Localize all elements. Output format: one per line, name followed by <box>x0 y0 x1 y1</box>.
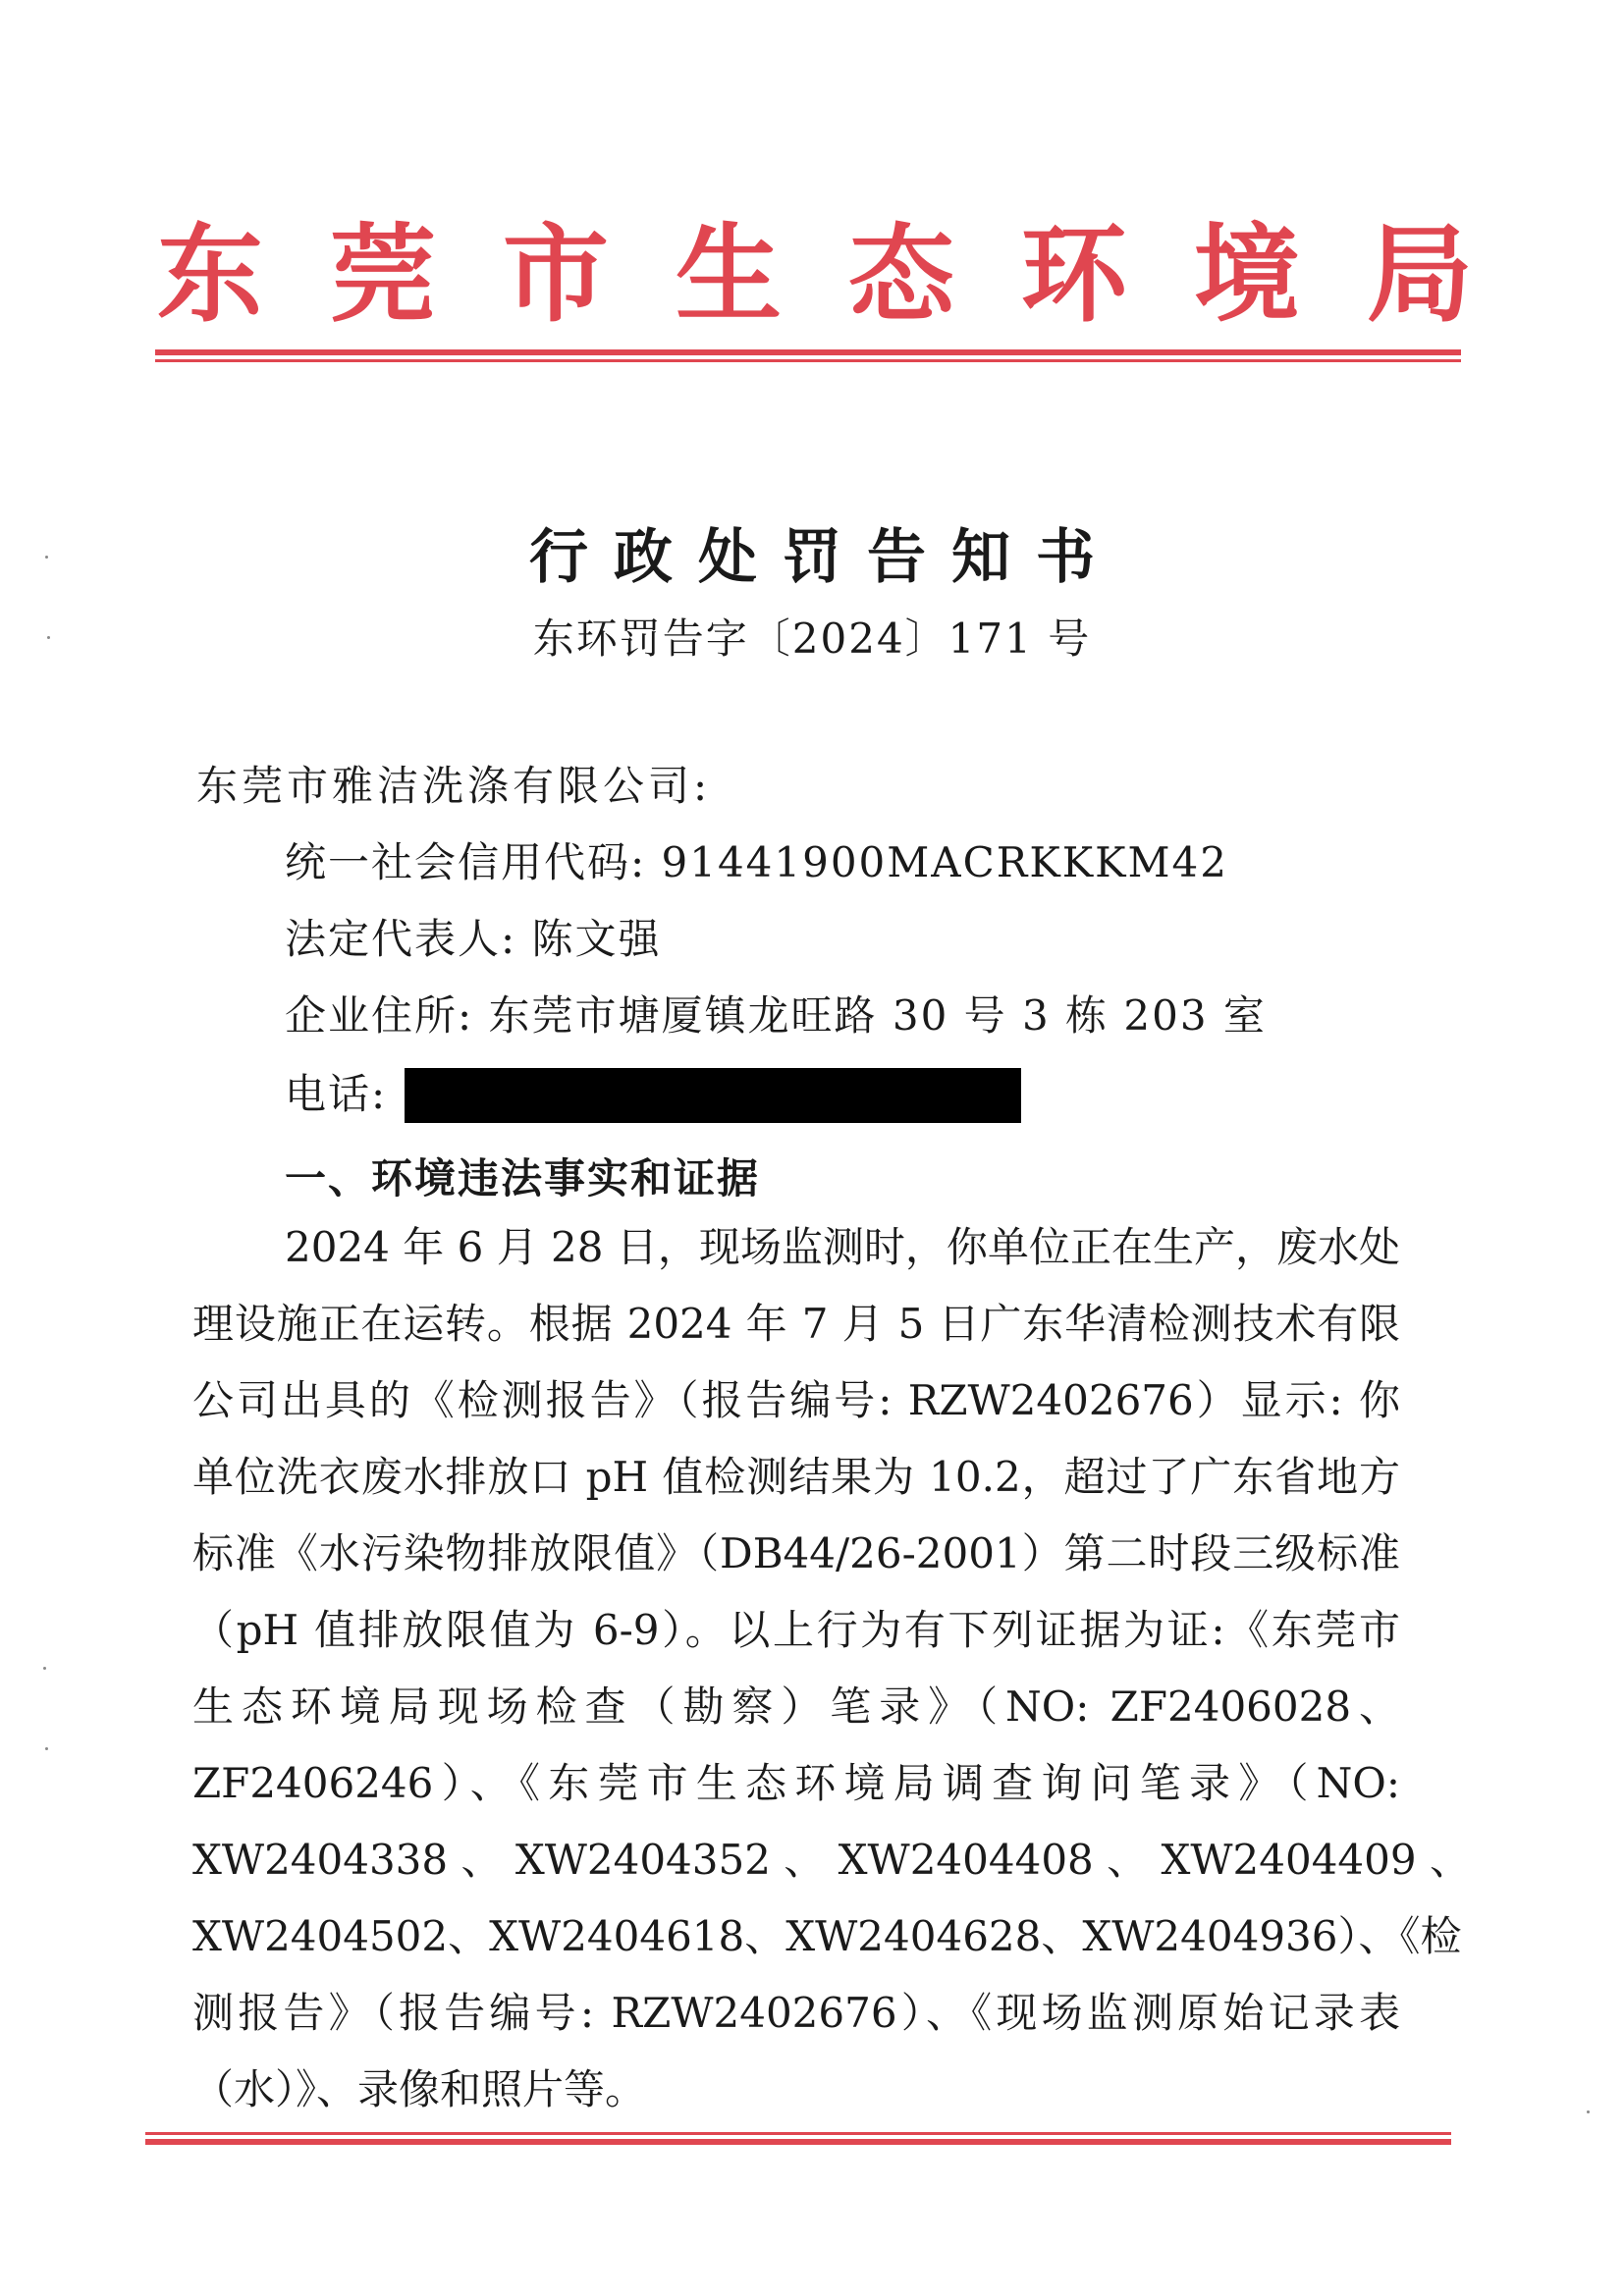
footer-rule-thick <box>145 2139 1451 2145</box>
letterhead-char: 市 <box>502 213 609 337</box>
enterprise-address: 企业住所: 东莞市塘厦镇龙旺路 30 号 3 栋 203 室 <box>285 991 1267 1040</box>
phone-label: 电话: <box>285 1070 388 1118</box>
body-paragraph-line: 理设施正在运转。根据 2024 年 7 月 5 日广东华清检测技术有限 <box>192 1300 1400 1348</box>
section-heading: 一、环境违法事实和证据 <box>285 1154 761 1202</box>
body-paragraph-line: 公司出具的《检测报告》（报告编号: RZW2402676）显示: 你 <box>192 1376 1400 1424</box>
body-paragraph-line: 生态环境局现场检查（勘察）笔录》（NO: ZF2406028、 <box>192 1682 1400 1731</box>
footer-rule-thin <box>145 2132 1451 2135</box>
body-paragraph-line: 测报告》（报告编号: RZW2402676）、《现场监测原始记录表 <box>192 1989 1400 2037</box>
letterhead <box>157 196 1473 353</box>
scan-speck <box>45 556 48 559</box>
letterhead-char: 态 <box>847 213 954 337</box>
body-paragraph-line: XW2404338 、 XW2404352 、 XW2404408 、 XW2404409 、 <box>192 1836 1471 1884</box>
letterhead-char: 局 <box>1366 213 1473 337</box>
document-title: 行政处罚告知书 <box>529 523 1120 592</box>
scan-speck <box>1587 2110 1590 2113</box>
body-paragraph-line: 标准《水污染物排放限值》（DB44/26-2001）第二时段三级标准 <box>192 1529 1400 1577</box>
body-paragraph-line: （pH 值排放限值为 6-9）。以上行为有下列证据为证:《东莞市 <box>192 1606 1400 1654</box>
scan-speck <box>45 1747 48 1750</box>
recipient-name: 东莞市雅洁洗涤有限公司: <box>196 762 712 810</box>
scan-speck <box>47 636 50 639</box>
body-paragraph-line: 2024 年 6 月 28 日，现场监测时，你单位正在生产，废水处 <box>285 1223 1400 1271</box>
header-rule-thin <box>155 359 1461 362</box>
body-paragraph-line: ZF2406246）、《东莞市生态环境局调查询问笔录》（NO: <box>192 1759 1400 1807</box>
scan-speck <box>43 1667 46 1670</box>
letterhead-char: 境 <box>1193 213 1300 337</box>
document-number: 东环罚告字〔2024〕171 号 <box>532 614 1092 663</box>
body-paragraph-line: （水）》、录像和照片等。 <box>192 2065 647 2113</box>
letterhead-char: 莞 <box>329 213 436 337</box>
legal-representative: 法定代表人: 陈文强 <box>285 915 662 963</box>
body-paragraph-line: XW2404502、XW2404618、XW2404628、XW2404936）、《检 <box>192 1912 1462 1960</box>
letterhead-char: 生 <box>675 213 782 337</box>
letterhead-char: 东 <box>157 213 264 337</box>
header-rule-thick <box>155 349 1461 355</box>
letterhead-char: 环 <box>1020 213 1127 337</box>
credit-code: 统一社会信用代码: 91441900MACRKKKM42 <box>285 838 1228 886</box>
body-paragraph-line: 单位洗衣废水排放口 pH 值检测结果为 10.2，超过了广东省地方 <box>192 1453 1400 1501</box>
redacted-phone-block <box>405 1068 1021 1123</box>
